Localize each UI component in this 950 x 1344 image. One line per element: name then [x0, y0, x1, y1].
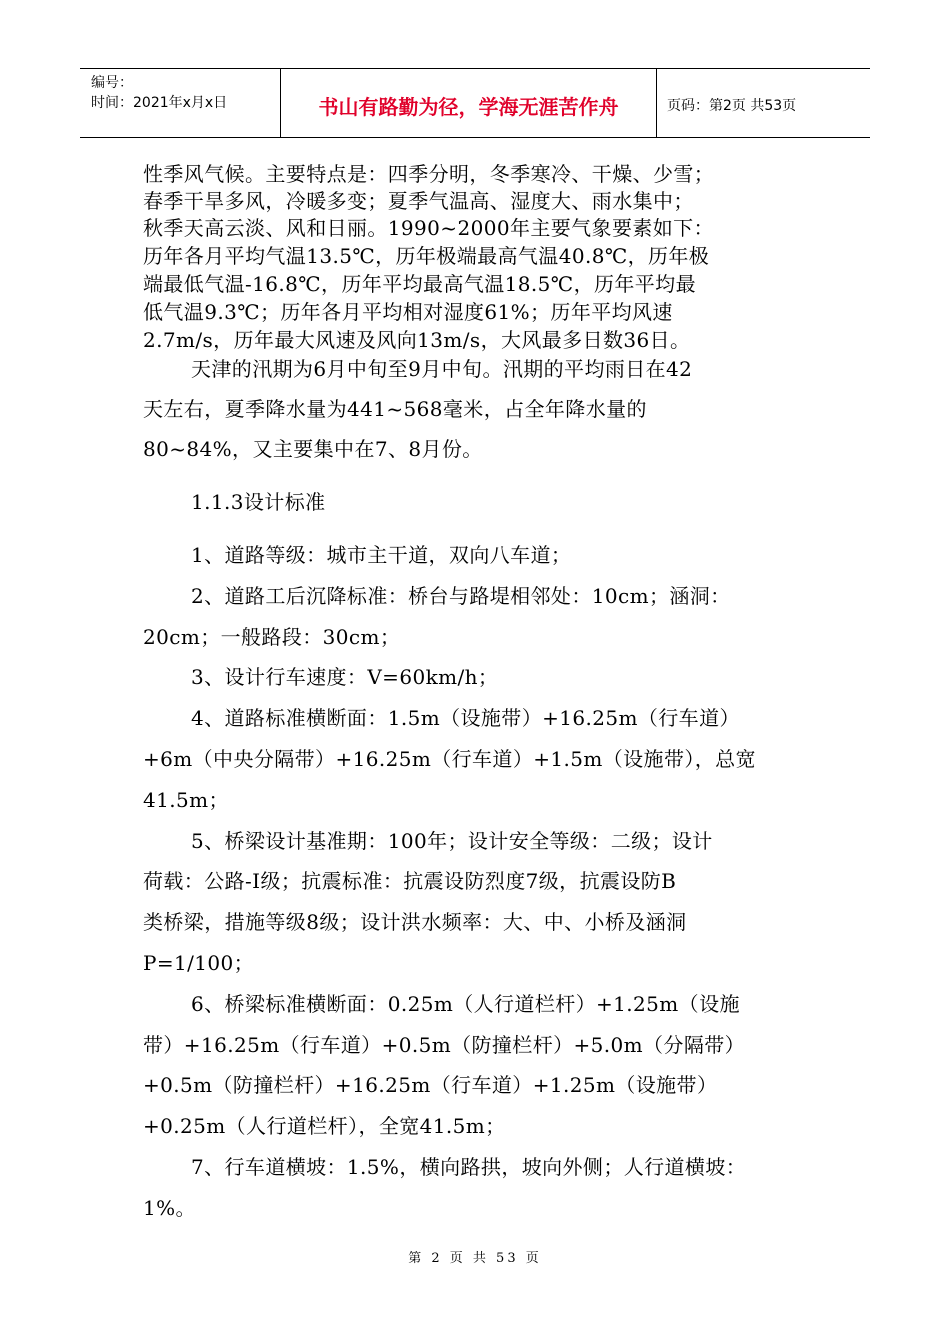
- list-item: 2、道路工后沉降标准：桥台与路堤相邻处：10cm；涵洞：: [191, 584, 731, 608]
- body-line: 类桥梁，措施等级8级；设计洪水频率：大、中、小桥及涵洞: [143, 910, 687, 934]
- header-meta: [80, 69, 281, 137]
- body-line: 2.7m/s，历年最大风速及风向13m/s，大风最多日数36日。: [143, 328, 691, 352]
- list-item: 6、桥梁标准横断面：0.25m（人行道栏杆）+1.25m（设施: [191, 992, 740, 1016]
- body-line: +0.5m（防撞栏杆）+16.25m（行车道）+1.25m（设施带）: [143, 1073, 718, 1097]
- body-line: 41.5m；: [143, 788, 229, 812]
- body-line: 带）+16.25m（行车道）+0.5m（防撞栏杆）+5.0m（分隔带）: [143, 1033, 746, 1057]
- header-page-info: 页码：第2页 共53页: [667, 98, 797, 114]
- page-footer: 第 2 页 共 53 页: [408, 1251, 542, 1266]
- header-motto: 书山有路勤为径，学海无涯苦作舟: [281, 69, 657, 137]
- list-item: 5、桥梁设计基准期：100年；设计安全等级：二级；设计: [191, 829, 713, 853]
- body-line: 20cm；一般路段：30cm；: [143, 625, 401, 649]
- body-line: 端最低气温-16.8℃，历年平均最高气温18.5℃，历年平均最: [143, 272, 696, 296]
- section-heading: 1.1.3设计标准: [191, 490, 326, 514]
- body-line: 历年各月平均气温13.5℃，历年极端最高气温40.8℃，历年极: [143, 244, 710, 268]
- body-line: 性季风气候。主要特点是：四季分明，冬季寒冷、干燥、少雪；: [143, 162, 715, 186]
- body-line: 天左右，夏季降水量为441~568毫米，占全年降水量的: [143, 397, 647, 421]
- list-item: 7、行车道横坡：1.5%，横向路拱，坡向外侧；人行道横坡：: [191, 1155, 747, 1179]
- body-line: 秋季天高云淡、风和日丽。1990~2000年主要气象要素如下：: [143, 216, 714, 240]
- paragraph-start-line: 天津的汛期为6月中旬至9月中旬。汛期的平均雨日在42: [191, 357, 693, 381]
- body-line: +6m（中央分隔带）+16.25m（行车道）+1.5m（设施带），总宽: [143, 747, 756, 771]
- body-line: 春季干旱多风，冷暖多变；夏季气温高、湿度大、雨水集中；: [143, 189, 694, 213]
- document-number-label: 编号：: [91, 75, 133, 91]
- body-line: +0.25m（人行道栏杆），全宽41.5m；: [143, 1114, 506, 1138]
- body-line: 低气温9.3℃；历年各月平均相对湿度61%；历年平均风速: [143, 300, 673, 324]
- list-item: 1、道路等级：城市主干道，双向八车道；: [191, 543, 572, 567]
- body-line: 荷载：公路-I级；抗震标准：抗震设防烈度7级，抗震设防B: [143, 869, 677, 893]
- body-line: 80~84%，又主要集中在7、8月份。: [143, 437, 483, 461]
- document-date: 时间：2021年x月x日: [91, 95, 228, 111]
- list-item: 3、设计行车速度：V=60km/h；: [191, 665, 499, 689]
- page-header: [80, 68, 870, 138]
- body-line: 1%。: [143, 1196, 196, 1220]
- body-line: P=1/100；: [143, 951, 255, 975]
- list-item: 4、道路标准横断面：1.5m（设施带）+16.25m（行车道）: [191, 706, 740, 730]
